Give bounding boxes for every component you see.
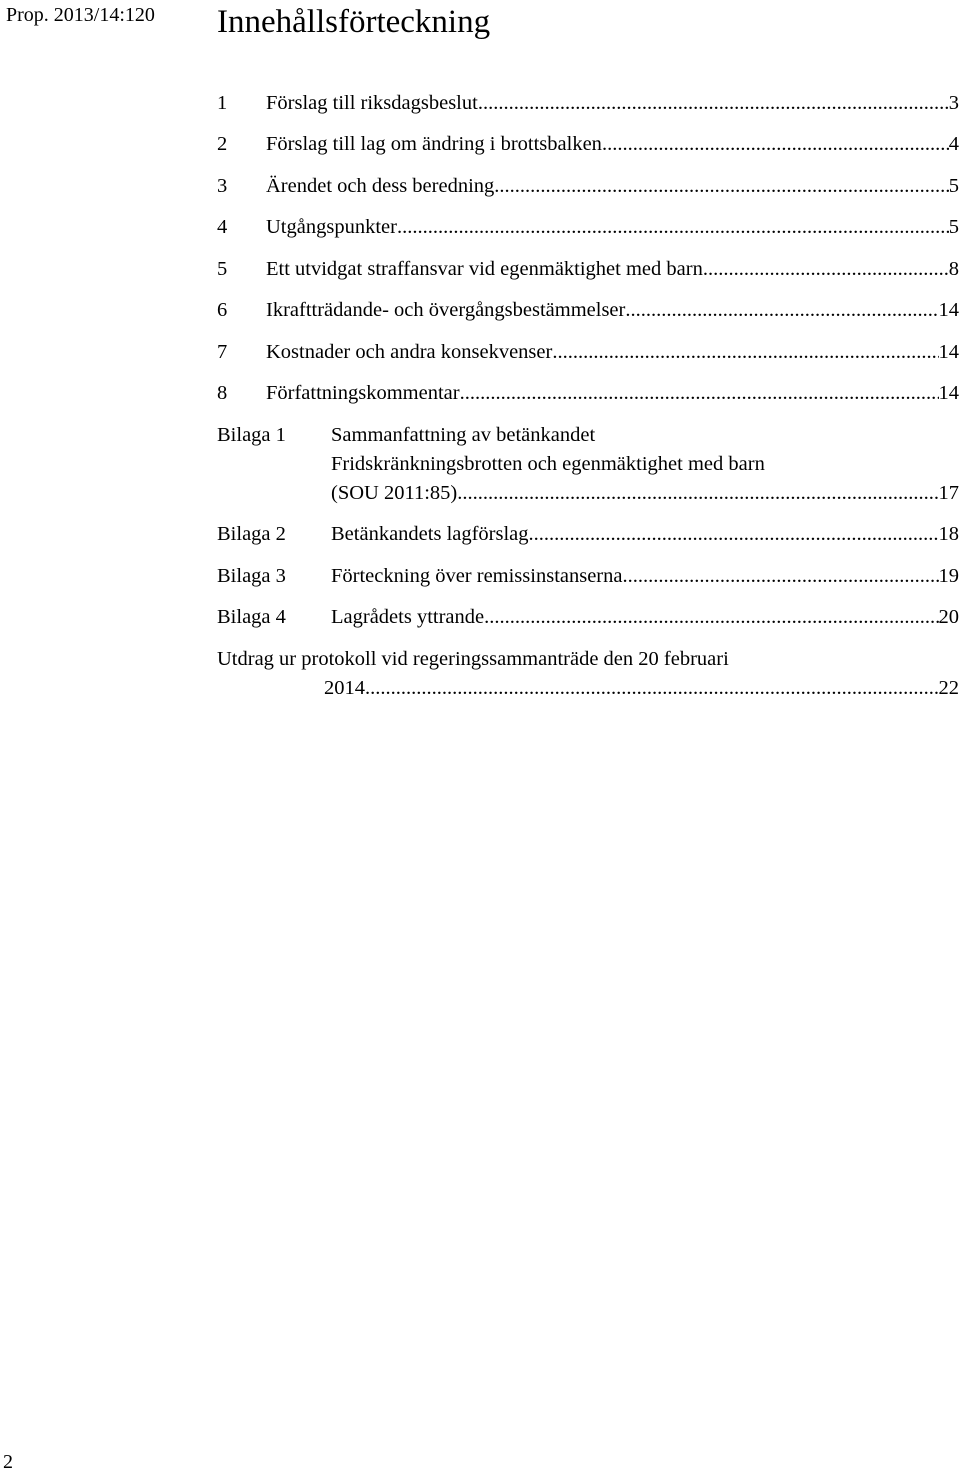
toc-protocol-title-line: Utdrag ur protokoll vid regeringssammanträde den 20 februari (217, 647, 729, 670)
toc-dot-leader (478, 89, 949, 118)
toc-entry-chapter-5[interactable] (217, 242, 959, 284)
toc-entry-chapter-8[interactable] (217, 367, 959, 409)
toc-entry-title: Ärendet och dess beredning (266, 174, 495, 197)
toc-entry-page: 8 (948, 257, 959, 280)
toc-entry-page: 19 (938, 564, 959, 587)
toc-entry-chapter-4[interactable] (217, 201, 959, 243)
toc-appendix-label: Bilaga 2 (217, 523, 286, 545)
toc-entry-page: 14 (938, 299, 959, 321)
toc-appendix-title-line: Fridskränkningsbrotten och egenmäktighet med barn (331, 452, 765, 475)
toc-entry-appendix-2[interactable] (217, 508, 959, 550)
toc-dot-leader (365, 674, 939, 703)
toc-dot-leader (703, 255, 949, 284)
table-of-contents (217, 76, 959, 703)
toc-entry-page: 3 (948, 91, 959, 114)
toc-appendix-label: Bilaga 1 (217, 423, 286, 446)
toc-entry-title: Ikraftträdande- och övergångsbestämmelser (266, 299, 626, 321)
toc-dot-leader (529, 520, 939, 549)
toc-appendix-label: Bilaga 4 (217, 606, 286, 628)
toc-entry-title: Kostnader och andra konsekvenser (266, 340, 553, 363)
running-header: Prop. 2013/14:120 (6, 4, 155, 26)
toc-entry-page: 20 (938, 606, 959, 628)
toc-dot-leader (460, 379, 939, 408)
toc-dot-leader (457, 479, 938, 508)
toc-entry-number: 3 (217, 174, 228, 197)
toc-entry-page: 5 (948, 216, 959, 238)
toc-entry-page: 14 (938, 382, 959, 404)
toc-entry-chapter-2[interactable] (217, 118, 959, 160)
toc-entry-number: 6 (217, 299, 228, 321)
toc-entry-number: 2 (217, 133, 228, 155)
toc-dot-leader (494, 172, 948, 201)
toc-dot-leader (622, 562, 938, 591)
toc-entry-appendix-1[interactable] (217, 408, 959, 508)
toc-protocol-title-line: 2014 (324, 676, 365, 699)
toc-entry-page: 4 (948, 133, 959, 155)
toc-entry-number: 7 (217, 340, 228, 363)
toc-entry-number: 5 (217, 257, 228, 280)
toc-appendix-title-line: Betänkandets lagförslag (331, 523, 529, 545)
toc-dot-leader (602, 130, 949, 159)
toc-entry-appendix-4[interactable] (217, 591, 959, 633)
toc-appendix-title-line: Sammanfattning av betänkandet (331, 423, 596, 446)
toc-entry-chapter-3[interactable] (217, 159, 959, 201)
toc-entry-page: 5 (948, 174, 959, 197)
toc-entry-chapter-7[interactable] (217, 325, 959, 367)
toc-appendix-label: Bilaga 3 (217, 564, 286, 587)
toc-entry-page: 14 (938, 340, 959, 363)
toc-entry-page: 18 (938, 523, 959, 545)
toc-entry-page: 22 (938, 676, 959, 699)
toc-appendix-title-line: Förteckning över remissinstanserna (331, 564, 623, 587)
toc-dot-leader (397, 213, 949, 242)
toc-entry-number: 1 (217, 91, 228, 114)
toc-entry-title: Förslag till lag om ändring i brottsbalken (266, 133, 602, 155)
toc-entry-chapter-1[interactable] (217, 76, 959, 118)
toc-entry-number: 4 (217, 216, 228, 238)
page-title: Innehållsförteckning (217, 4, 491, 40)
toc-entry-number: 8 (217, 382, 228, 404)
toc-entry-title: Ett utvidgat straffansvar vid egenmäktighet med barn (266, 257, 703, 280)
toc-appendix-title-line: (SOU 2011:85) (331, 481, 458, 504)
toc-entry-title: Förslag till riksdagsbeslut (266, 91, 478, 114)
toc-entry-page: 17 (938, 481, 959, 504)
toc-entry-title: Utgångspunkter (266, 216, 397, 238)
toc-entry-appendix-3[interactable] (217, 549, 959, 591)
toc-entry-title: Författningskommentar (266, 382, 460, 404)
toc-dot-leader (625, 296, 938, 325)
toc-entry-protocol[interactable] (217, 632, 959, 703)
toc-dot-leader (484, 603, 938, 632)
toc-appendix-title-line: Lagrådets yttrande (331, 606, 485, 628)
toc-entry-chapter-6[interactable] (217, 284, 959, 326)
page-number: 2 (3, 1451, 13, 1473)
toc-dot-leader (552, 338, 938, 367)
